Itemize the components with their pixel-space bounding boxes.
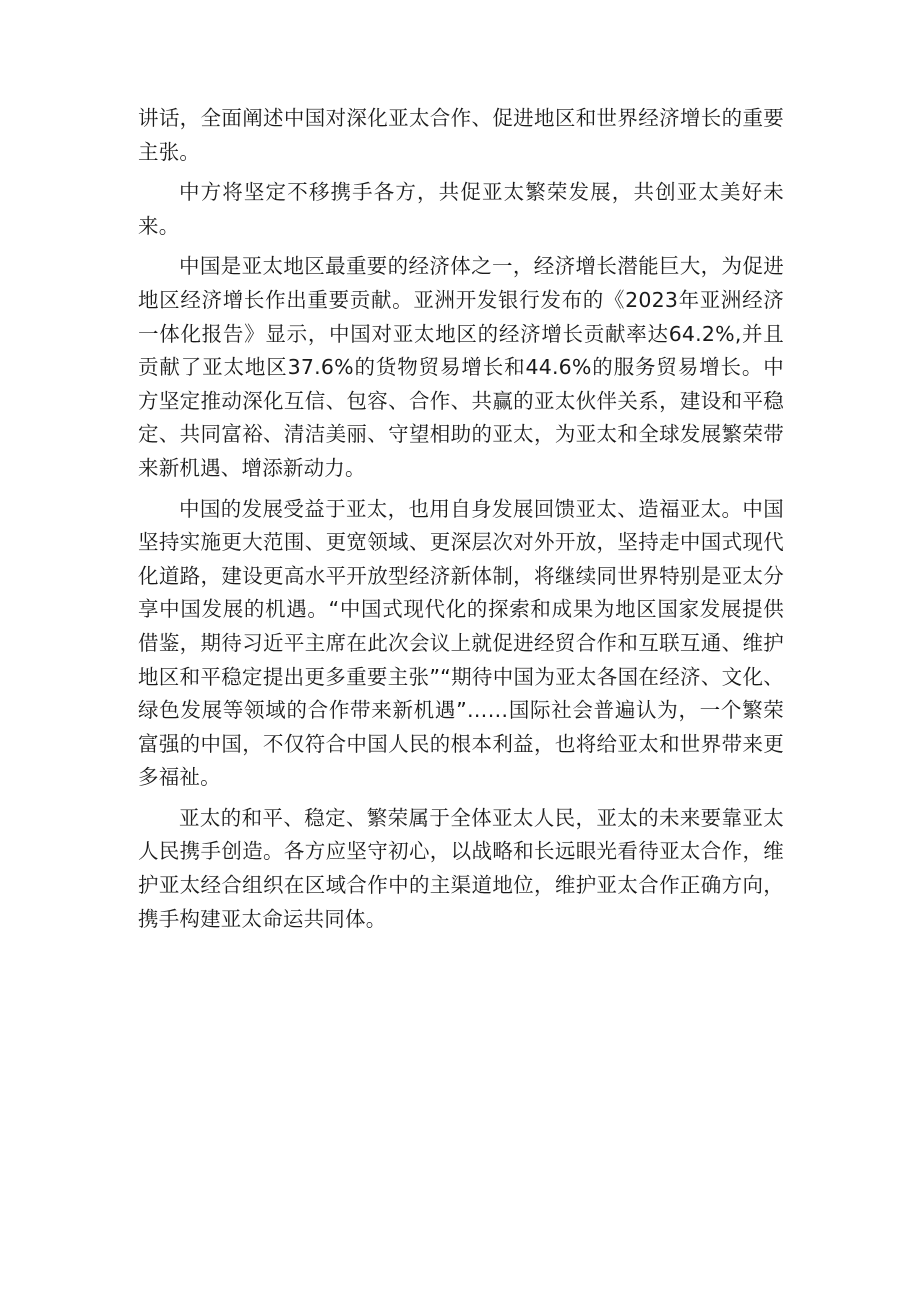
paragraph: 亚太的和平、稳定、繁荣属于全体亚太人民，亚太的未来要靠亚太人民携手创造。各方应坚守初心，以战略和长远眼光看待亚太合作，维护亚太经合组织在区域合作中的主渠道地位，维护亚太合作正确方向，携手构建亚太命运共同体。 (138, 805, 784, 931)
article-body (138, 102, 784, 943)
paragraph: 中国的发展受益于亚太，也用自身发展回馈亚太、造福亚太。中国坚持实施更大范围、更宽领域、更深层次对外开放，坚持走中国式现代化道路，建设更高水平开放型经济新体制，将继续同世界特别是亚太分享中国发展的机遇。“中国式现代化的探索和成果为地区国家发展提供借鉴，期待习近平主席在此次会议上就促进经贸合作和互联互通、维护地区和平稳定提出更多重要主张”“期待中国为亚太各国在经济、文化、绿色发展等领域的合作带来新机遇”……国际社会普遍认为，一个繁荣富强的中国，不仅符合中国人民的根本利益，也将给亚太和世界带来更多福祉。 (138, 496, 784, 790)
paragraph: 中国是亚太地区最重要的经济体之一，经济增长潜能巨大，为促进地区经济增长作出重要贡献。亚洲开发银行发布的《2023年亚洲经济一体化报告》显示，中国对亚太地区的经济增长贡献率达64.2%,并且贡献了亚太地区37.6%的货物贸易增长和44.6%的服务贸易增长。中方坚定推动深化互信、包容、合作、共赢的亚太伙伴关系，建设和平稳定、共同富裕、清洁美丽、守望相助的亚太，为亚太和全球发展繁荣带来新机遇、增添新动力。 (138, 254, 784, 480)
paragraph: 中方将坚定不移携手各方，共促亚太繁荣发展，共创亚太美好未来。 (138, 180, 784, 238)
paragraph-continuation: 讲话，全面阐述中国对深化亚太合作、促进地区和世界经济增长的重要主张。 (138, 106, 784, 164)
